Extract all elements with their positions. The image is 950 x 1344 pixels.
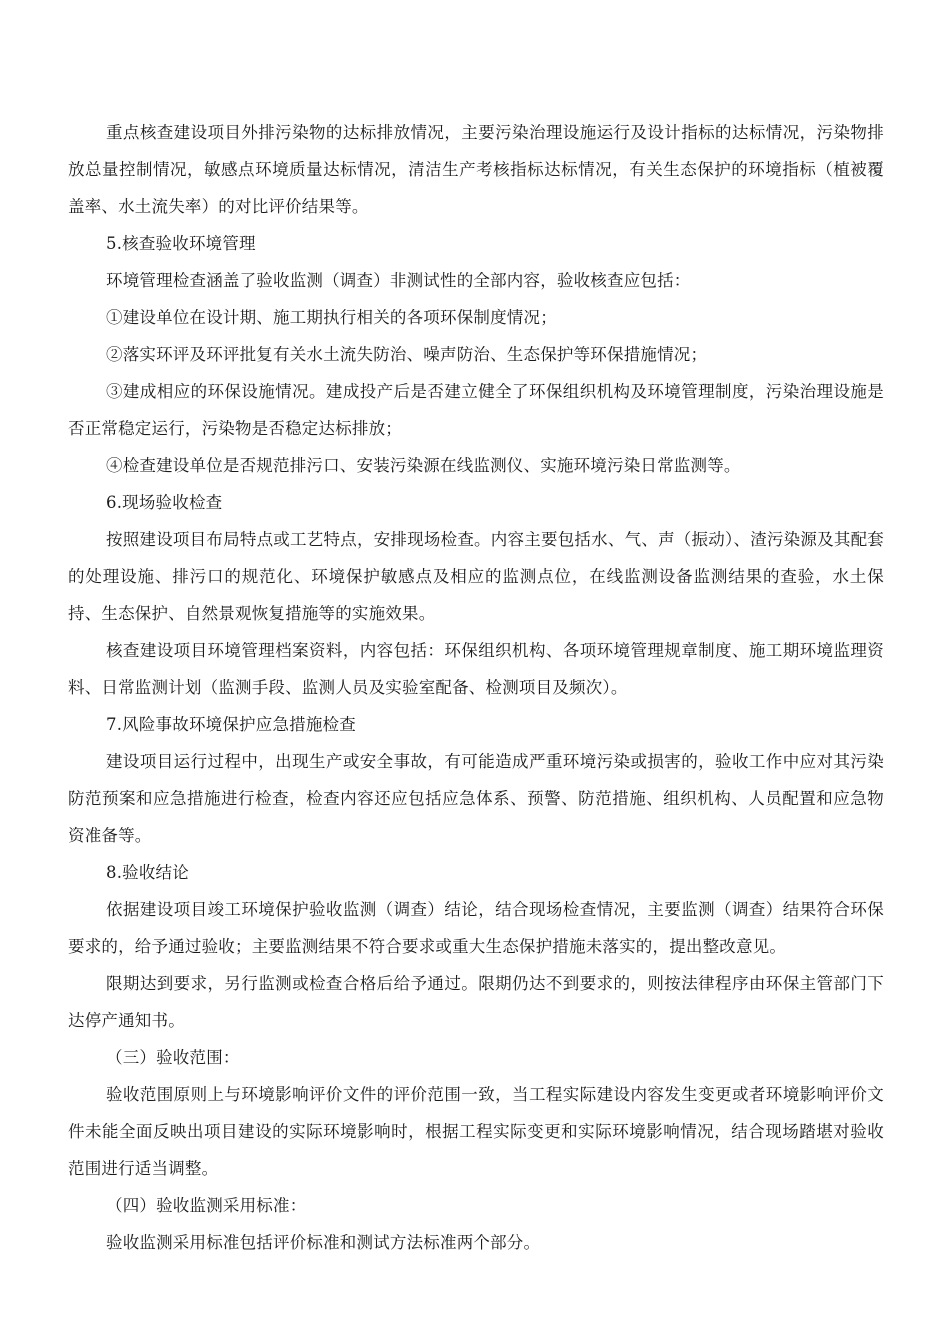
paragraph: 环境管理检查涵盖了验收监测（调查）非测试性的全部内容，验收核查应包括： (106, 271, 691, 290)
paragraph: 依据建设项目竣工环境保护验收监测（调查）结论，结合现场检查情况，主要监测（调查）结果符合环保要求的，给予通过验收；主要监测结果不符合要求或重大生态保护措施未落实的，提出整改意见。 (68, 900, 884, 956)
paragraph: 验收监测采用标准包括评价标准和测试方法标准两个部分。 (106, 1233, 541, 1252)
section-heading: 5.核查验收环境管理 (106, 234, 256, 253)
paragraph: 验收范围原则上与环境影响评价文件的评价范围一致，当工程实际建设内容发生变更或者环境影响评价文件未能全面反映出项目建设的实际环境影响时，根据工程实际变更和实际环境影响情况，结合现场踏堪对验收范围进行适当调整。 (68, 1085, 884, 1178)
paragraph: 建设项目运行过程中，出现生产或安全事故，有可能造成严重环境污染或损害的，验收工作中应对其污染防范预案和应急措施进行检查，检查内容还应包括应急体系、预警、防范措施、组织机构、人员配置和应急物资准备等。 (68, 752, 884, 845)
paragraph: 限期达到要求，另行监测或检查合格后给予通过。限期仍达不到要求的，则按法律程序由环保主管部门下达停产通知书。 (68, 974, 884, 1030)
section-heading: 6.现场验收检查 (106, 493, 223, 512)
section-heading: 7.风险事故环境保护应急措施检查 (106, 715, 356, 734)
list-item: ①建设单位在设计期、施工期执行相关的各项环保制度情况； (106, 308, 557, 327)
section-heading: （三）验收范围： (106, 1048, 240, 1067)
paragraph: 重点核查建设项目外排污染物的达标排放情况，主要污染治理设施运行及设计指标的达标情况，污染物排放总量控制情况，敏感点环境质量达标情况，清洁生产考核指标达标情况，有关生态保护的环境指标（植被覆盖率、水土流失率）的对比评价结果等。 (68, 123, 884, 216)
paragraph: 核查建设项目环境管理档案资料，内容包括：环保组织机构、各项环境管理规章制度、施工期环境监理资料、日常监测计划（监测手段、监测人员及实验室配备、检测项目及频次）。 (68, 641, 884, 697)
section-heading: 8.验收结论 (106, 863, 189, 882)
list-item: ②落实环评及环评批复有关水土流失防治、噪声防治、生态保护等环保措施情况； (106, 345, 708, 364)
paragraph: 按照建设项目布局特点或工艺特点，安排现场检查。内容主要包括水、气、声（振动）、渣污染源及其配套的处理设施、排污口的规范化、环境保护敏感点及相应的监测点位，在线监测设备监测结果的查验，水土保持、生态保护、自然景观恢复措施等的实施效果。 (68, 530, 884, 623)
list-item: ④检查建设单位是否规范排污口、安装污染源在线监测仪、实施环境污染日常监测等。 (106, 456, 741, 475)
section-heading: （四）验收监测采用标准： (106, 1196, 307, 1215)
list-item: ③建成相应的环保设施情况。建成投产后是否建立健全了环保组织机构及环境管理制度，污染治理设施是否正常稳定运行，污染物是否稳定达标排放； (68, 382, 884, 438)
document-body (68, 114, 884, 1261)
